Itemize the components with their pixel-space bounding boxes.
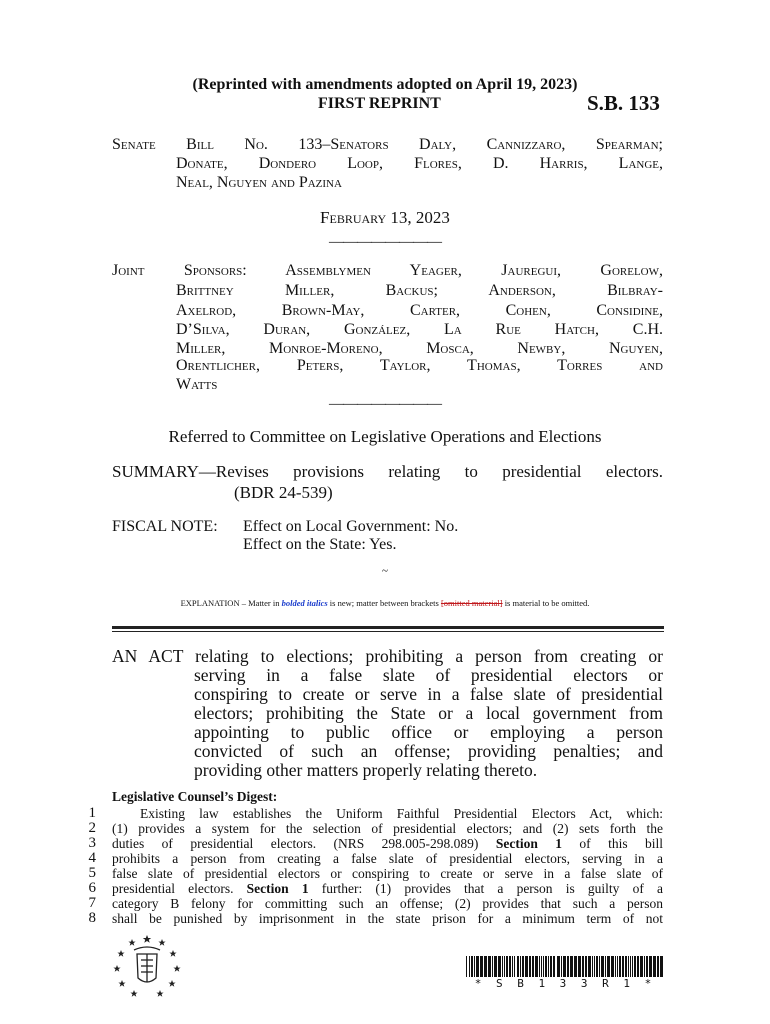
act-line-2: serving in a false slate of presidential electors or <box>194 665 663 685</box>
summary-bdr: (BDR 24-539) <box>234 483 333 502</box>
digest-line-4: prohibits a person from creating a false slate of presidential electors, serving in a <box>112 851 663 866</box>
barcode-bar <box>649 956 652 977</box>
barcode-bar <box>592 956 593 977</box>
explanation-omitted: [omitted material] <box>440 598 503 608</box>
act-line-7: providing other matters properly relating thereto. <box>194 760 538 780</box>
barcode-bar <box>628 956 629 977</box>
explanation-middle: is new; matter between brackets <box>327 598 441 608</box>
joint-sponsors-line-2: Brittney Miller, Backus; Anderson, Bilbray- <box>176 282 663 299</box>
barcode-bar <box>543 956 544 977</box>
joint-sponsors-line-4: D’Silva, Duran, González, La Rue Hatch, C.H. <box>176 321 663 338</box>
barcode-bar <box>545 956 547 977</box>
barcode-bar <box>469 956 470 977</box>
barcode-bar <box>653 956 656 977</box>
barcode-bar <box>605 956 606 977</box>
barcode-bar <box>582 956 584 977</box>
barcode-bar <box>480 956 483 977</box>
barcode-bar <box>474 956 475 977</box>
barcode-bar <box>541 956 542 977</box>
barcode-bar <box>492 956 493 977</box>
digest-line-1: Existing law establishes the Uniform Faithful Presidential Electors Act, which: <box>140 806 663 821</box>
barcode-bar <box>632 956 633 977</box>
digest-line-2: (1) provides a system for the selection of presidential electors; and (2) sets forth the <box>112 821 663 836</box>
reprint-note: (Reprinted with amendments adopted on April 19, 2023) <box>192 76 578 93</box>
digest-line-3-a: duties of presidential electors. (NRS 298.005-298.089) <box>112 836 496 851</box>
barcode-bar <box>476 956 479 977</box>
digest-line-5: false slate of presidential electors or conspiring to create or serve in a false slate of <box>112 866 663 881</box>
barcode-bar <box>498 956 501 977</box>
barcode-bar <box>617 956 618 977</box>
barcode-bar <box>506 956 508 977</box>
barcode-icon <box>466 956 664 977</box>
barcode-bar <box>574 956 577 977</box>
line-number: 6 <box>88 880 96 896</box>
line-number: 7 <box>88 895 96 911</box>
barcode-bar <box>634 956 636 977</box>
barcode-bar <box>532 956 534 977</box>
barcode-bar <box>570 956 573 977</box>
barcode-bar <box>615 956 616 977</box>
fiscal-note-local: Effect on Local Government: No. <box>243 518 459 535</box>
joint-sponsors-line-7: Watts <box>176 376 218 393</box>
digest-line-3-c: of this bill <box>562 836 663 851</box>
barcode-bar <box>484 956 487 977</box>
barcode-bar <box>561 956 562 977</box>
barcode-bar <box>563 956 566 977</box>
barcode-bar <box>553 956 555 977</box>
barcode-bar <box>622 956 624 977</box>
barcode-bar <box>619 956 621 977</box>
digest-line-6 <box>112 881 663 896</box>
barcode-bar <box>578 956 581 977</box>
barcode-bar <box>646 956 648 977</box>
barcode-bar <box>557 956 560 977</box>
act-line-4: electors; prohibiting the State or a local government from <box>194 703 663 723</box>
explanation-prefix: EXPLANATION – Matter in <box>180 598 282 608</box>
barcode-bar <box>594 956 595 977</box>
bill-number: S.B. 133 <box>587 91 660 115</box>
barcode-bar <box>599 956 600 977</box>
act-line-3: conspiring to create or serve in a false slate of presidential <box>194 684 663 704</box>
digest-line-6-c: further: (1) provides that a person is guilty of a <box>308 881 663 896</box>
section-1-reference: Section 1 <box>495 836 562 851</box>
explanation-note <box>0 598 770 608</box>
barcode-bar <box>494 956 497 977</box>
state-seal-icon <box>112 934 182 1000</box>
barcode-bar <box>548 956 549 977</box>
barcode-bar <box>585 956 587 977</box>
separator-1: ———————— <box>329 234 441 250</box>
joint-sponsors-line-5: Miller, Monroe-Moreno, Mosca, Newby, Nguyen, <box>176 340 663 357</box>
fiscal-note-label: FISCAL NOTE: <box>112 518 218 535</box>
barcode-bar <box>630 956 631 977</box>
act-line-5: appointing to public office or employing a person <box>194 722 663 742</box>
rule-thick <box>112 626 664 629</box>
explanation-bold-italics: bolded italics <box>281 598 328 608</box>
rule-thin <box>112 631 664 632</box>
digest-heading: Legislative Counsel’s Digest: <box>112 789 278 804</box>
line-number: 4 <box>88 850 96 866</box>
explanation-suffix: is material to be omitted. <box>502 598 590 608</box>
joint-sponsors-line-1: Joint Sponsors: Assemblymen Yeager, Jauregui, Gorelow, <box>112 262 663 279</box>
barcode-bar <box>567 956 569 977</box>
barcode-bar <box>644 956 645 977</box>
barcode-bar <box>637 956 639 977</box>
barcode-bar <box>550 956 552 977</box>
line-number: 1 <box>88 805 96 821</box>
barcode-bar <box>488 956 491 977</box>
section-1-reference: Section 1 <box>246 881 309 896</box>
fiscal-note-state: Effect on the State: Yes. <box>243 536 397 553</box>
barcode-bar <box>525 956 528 977</box>
barcode-bar <box>607 956 610 977</box>
barcode-bar <box>509 956 511 977</box>
digest-line-8: shall be punished by imprisonment in the state prison for a minimum term of not <box>112 911 663 926</box>
barcode-bar <box>471 956 473 977</box>
act-line-6: convicted of such an offense; providing penalties; and <box>194 741 663 761</box>
barcode-bar <box>588 956 591 977</box>
introduction-date: February 13, 2023 <box>320 208 450 227</box>
barcode-bar <box>520 956 521 977</box>
digest-line-3 <box>112 836 663 851</box>
digest-line-6-a: presidential electors. <box>112 881 247 896</box>
act-line-1: AN ACT relating to elections; prohibiting a person from creating or <box>112 646 663 666</box>
first-reprint-label: FIRST REPRINT <box>318 95 441 112</box>
barcode-bar <box>611 956 614 977</box>
barcode-text: * S B 1 3 3 R 1 * <box>474 977 656 990</box>
summary-line-1: SUMMARY—Revises provisions relating to presidential electors. <box>112 462 663 481</box>
barcode-bar <box>504 956 505 977</box>
barcode-bar <box>529 956 531 977</box>
barcode-bar <box>657 956 659 977</box>
barcode-bar <box>539 956 540 977</box>
digest-line-7: category B felony for committing such an offense; (2) provides that such a person <box>112 896 663 911</box>
barcode-bar <box>466 956 467 977</box>
line-number: 3 <box>88 835 96 851</box>
barcode-bar <box>660 956 663 977</box>
barcode-bar <box>596 956 598 977</box>
line-number: 2 <box>88 820 96 836</box>
barcode-bar <box>512 956 513 977</box>
tilde-divider: ~ <box>382 565 388 577</box>
barcode-bar <box>514 956 515 977</box>
sponsors-line-2: Donate, Dondero Loop, Flores, D. Harris, Lange, <box>176 155 663 172</box>
barcode-bar <box>535 956 538 977</box>
committee-referral: Referred to Committee on Legislative Operations and Elections <box>168 427 602 446</box>
line-number: 8 <box>88 910 96 926</box>
sponsors-line-1: Senate Bill No. 133–Senators Daly, Cannizzaro, Spearman; <box>112 136 663 153</box>
barcode-bar <box>517 956 519 977</box>
joint-sponsors-line-6: Orentlicher, Peters, Taylor, Thomas, Torres and <box>176 357 663 374</box>
barcode-bar <box>625 956 627 977</box>
barcode-bar <box>522 956 524 977</box>
barcode-bar <box>640 956 643 977</box>
barcode-bar <box>502 956 503 977</box>
barcode-bar <box>601 956 604 977</box>
joint-sponsors-line-3: Axelrod, Brown-May, Carter, Cohen, Considine, <box>176 302 663 319</box>
separator-2: ———————— <box>329 396 441 412</box>
line-number: 5 <box>88 865 96 881</box>
sponsors-line-3: Neal, Nguyen and Pazina <box>176 174 342 191</box>
